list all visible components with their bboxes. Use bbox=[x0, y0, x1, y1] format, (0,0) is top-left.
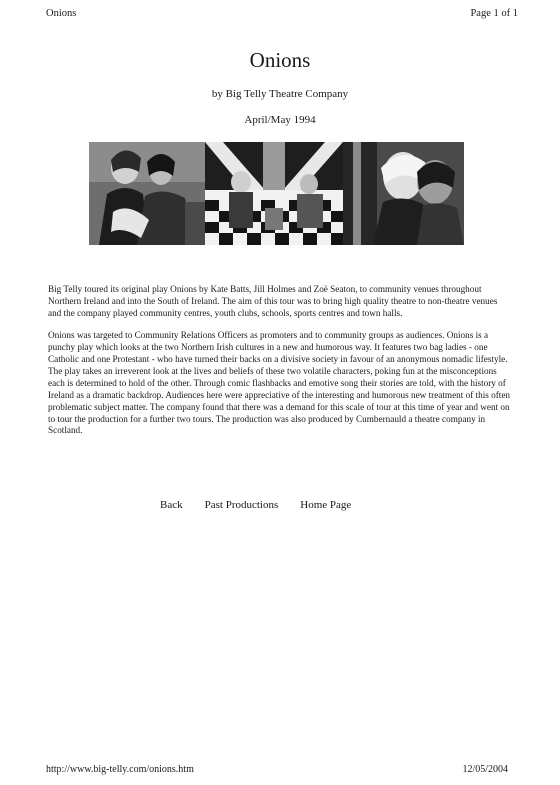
footer-url: http://www.big-telly.com/onions.htm bbox=[46, 764, 194, 775]
company-byline: by Big Telly Theatre Company bbox=[211, 88, 349, 100]
production-date: April/May 1994 bbox=[244, 114, 316, 126]
header-page-count: Page 1 of 1 bbox=[470, 8, 518, 19]
past-productions-link[interactable]: Past Productions bbox=[204, 499, 279, 511]
print-footer bbox=[46, 764, 508, 775]
back-link[interactable]: Back bbox=[160, 499, 183, 511]
photo-stage-set-checkerboard bbox=[205, 142, 343, 245]
footer-print-date: 12/05/2004 bbox=[462, 764, 508, 775]
paragraph-tour: Big Telly toured its original play Onions by Kate Batts, Jill Holmes and Zoë Seaton, to community venues throughout Northern Ireland and into the South of Ireland. The aim of this tour was to bring high quality theatre to non-theatre venues and the company played community centres, youth clubs, schools, sports centres and town halls. bbox=[48, 284, 498, 318]
home-page-link[interactable]: Home Page bbox=[300, 499, 352, 511]
footer-nav bbox=[160, 499, 351, 511]
photo-actress-portrait bbox=[343, 142, 464, 245]
photo-two-actresses bbox=[89, 142, 205, 245]
header-page-name: Onions bbox=[46, 8, 77, 19]
page-title: Onions bbox=[249, 48, 311, 72]
production-photo-strip bbox=[89, 142, 464, 245]
paragraph-synopsis: Onions was targeted to Community Relations Officers as promoters and to community groups as audiences. Onions is a punchy play which looks at the two Northern Irish cultures in a new and humorous way. It features two bag ladies - one Catholic and one Protestant - who have turned their backs on a divisive society in favour of an anonymous nomadic lifestyle. The play takes an irreverent look at the lives and beliefs of these two volatile characters, poking fun at the misconceptions each is determined to hold of the other. Through comic flashbacks and emotive song their stories are told, with the history of Ireland as a dramatic backdrop. Audiences here were appreciative of the interesting and humorous new treatment of this often problematic subject matter. The company found that there was a demand for this scale of tour at this time of year and went on to tour the production for a further two tours. The production was also produced by Cumbernauld a theatre company in Scotland. bbox=[48, 329, 511, 436]
print-header bbox=[46, 8, 518, 19]
article-body bbox=[48, 284, 512, 447]
